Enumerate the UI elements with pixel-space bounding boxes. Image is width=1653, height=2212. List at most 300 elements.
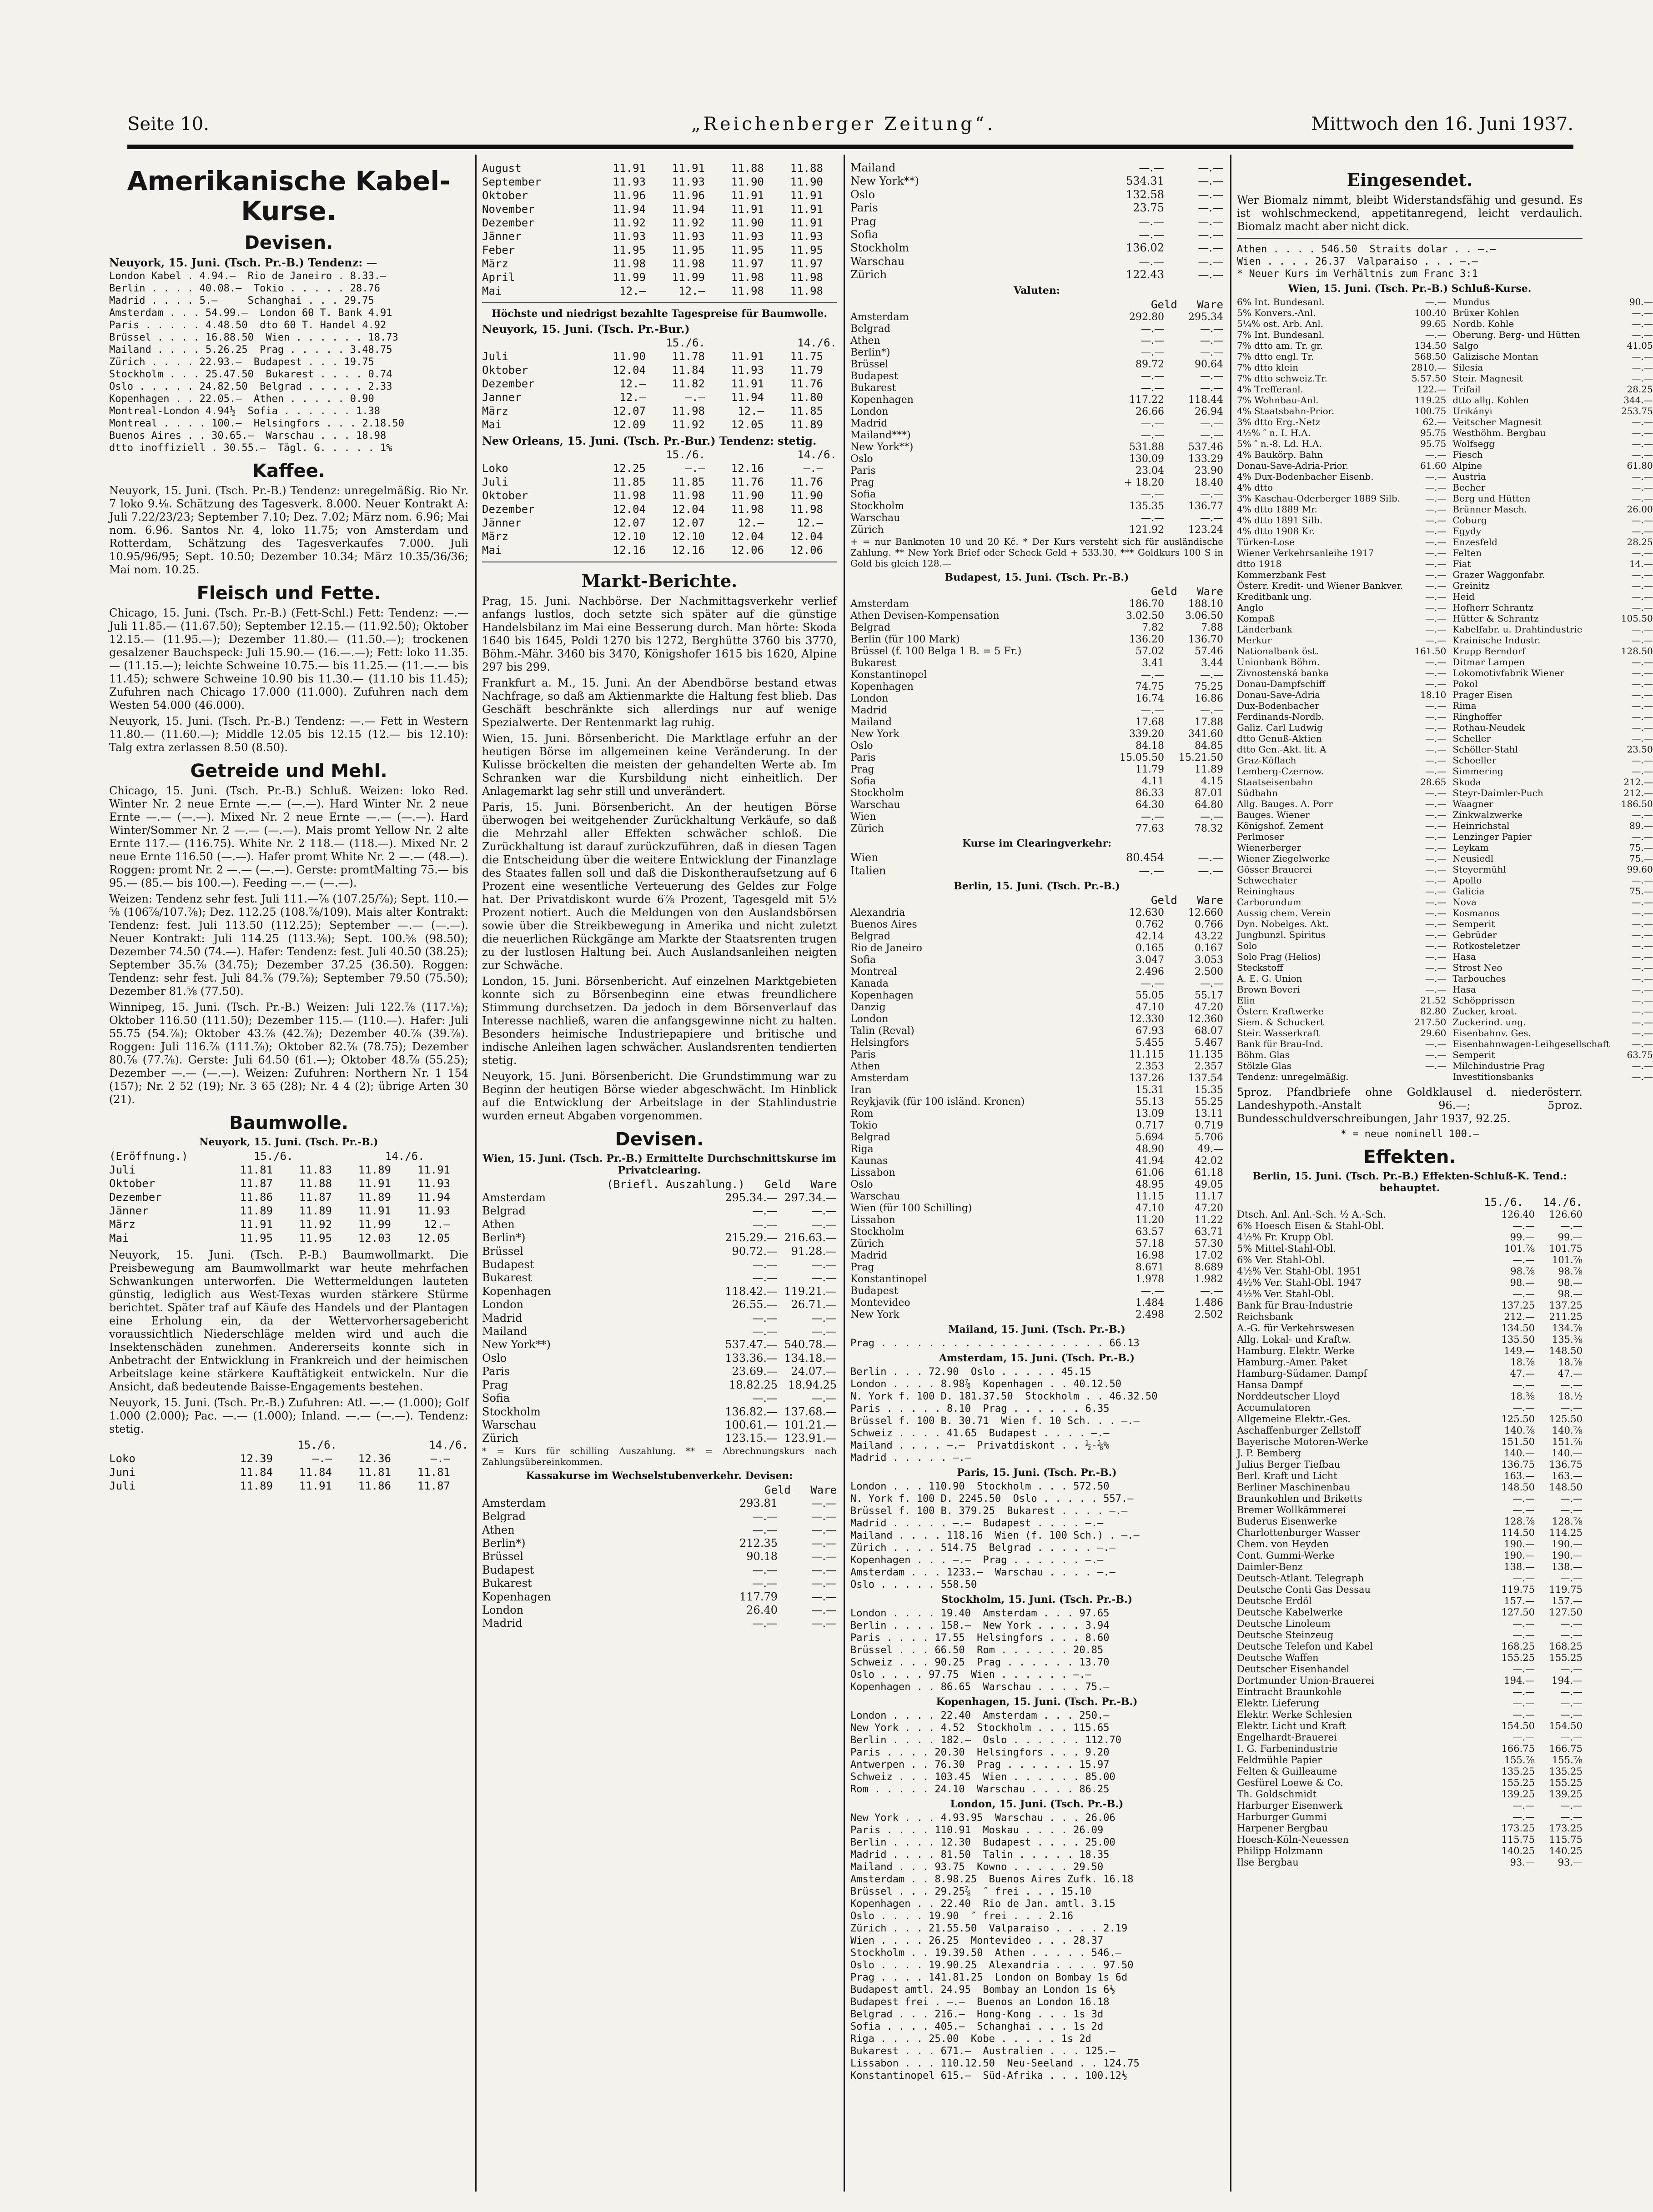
row-value: —.— bbox=[1425, 733, 1447, 744]
row-label: Greinitz bbox=[1452, 580, 1490, 591]
row-value: —.— bbox=[1632, 929, 1653, 940]
row-value: 7.82 bbox=[1142, 622, 1164, 633]
row-value: —.— bbox=[1139, 228, 1164, 241]
row-label: 3% dtto Erg.-Netz bbox=[1237, 416, 1321, 427]
row-value: 13.11 bbox=[1195, 1108, 1223, 1120]
text-row: Mailand . . . . —.— Privatdiskont . . ½-⅝% bbox=[850, 1440, 1110, 1452]
row-value: 63.75 bbox=[1627, 1049, 1653, 1060]
row-value: 11.99 bbox=[613, 271, 646, 284]
table-row bbox=[1237, 1323, 1583, 1334]
table-row bbox=[850, 1238, 1223, 1250]
table-row bbox=[1452, 493, 1653, 504]
table-row bbox=[1237, 613, 1446, 624]
row-label: Alpine bbox=[1452, 460, 1482, 471]
row-value: 140.25 bbox=[1549, 1846, 1583, 1856]
row-label: Kopenhagen bbox=[850, 681, 914, 692]
row-value: 154.50 bbox=[1549, 1720, 1583, 1731]
row-value: 12.07 bbox=[613, 405, 646, 417]
table-row bbox=[482, 475, 837, 489]
section-title-kabelkurse: Amerikanische Kabel-Kurse. bbox=[127, 166, 451, 226]
table-row bbox=[1452, 580, 1653, 591]
row-value: 166.75 bbox=[1501, 1743, 1535, 1754]
table-row bbox=[1237, 1584, 1583, 1595]
row-value: 138.— bbox=[1552, 1561, 1583, 1572]
row-label: Stockholm bbox=[482, 1405, 541, 1418]
row-value: 11.98 bbox=[672, 489, 705, 502]
row-value: 43.22 bbox=[1195, 931, 1223, 943]
row-value: 101.75 bbox=[1549, 1243, 1583, 1254]
row-label: Jänner bbox=[109, 1204, 149, 1217]
table-row bbox=[482, 243, 837, 257]
row-label: Paris bbox=[850, 201, 878, 215]
row-value: 11.95 bbox=[672, 244, 705, 256]
table-row bbox=[850, 228, 1223, 241]
row-label: 5% ″ n.-8. Ld. H.A. bbox=[1237, 438, 1322, 449]
wien-schluss-table bbox=[1237, 296, 1653, 1082]
text-row: Oslo . . . . . 558.50 bbox=[850, 1579, 977, 1591]
row-value: —.— bbox=[1425, 602, 1447, 613]
london-table bbox=[850, 1812, 1223, 2082]
column-divider bbox=[844, 155, 845, 2192]
row-value: 341.60 bbox=[1188, 728, 1223, 740]
baumwolle-table-2 bbox=[109, 1452, 468, 1493]
table-row bbox=[1452, 897, 1653, 908]
row-label: Sofia bbox=[850, 228, 879, 241]
row-label: Zürich bbox=[850, 823, 884, 834]
row-label: Wiener Ziegelwerke bbox=[1237, 853, 1330, 864]
row-value: 134.⅞ bbox=[1552, 1323, 1583, 1334]
table-row bbox=[850, 1262, 1223, 1274]
row-label: 4% Dux-Bodenbacher Eisenb. bbox=[1237, 471, 1374, 482]
row-value: 11.89 bbox=[790, 418, 823, 431]
table-row bbox=[1237, 537, 1446, 547]
row-label: Mai bbox=[482, 418, 502, 431]
table-row bbox=[1452, 787, 1653, 798]
row-label: März bbox=[482, 257, 508, 270]
row-value: 11.115 bbox=[1129, 1049, 1164, 1061]
table-row bbox=[850, 764, 1223, 776]
row-label: Brüssel (f. 100 Belga 1 B. = 5 Fr.) bbox=[850, 645, 1022, 657]
row-value: 4.15 bbox=[1201, 775, 1223, 787]
row-value: 126.40 bbox=[1501, 1209, 1535, 1220]
table-row bbox=[850, 646, 1223, 657]
row-value: 11.96 bbox=[672, 189, 705, 202]
table-row bbox=[109, 1465, 468, 1479]
row-value: 190.— bbox=[1504, 1539, 1535, 1550]
table-row bbox=[1237, 951, 1446, 962]
row-value: —.— bbox=[1198, 864, 1223, 878]
row-label: 7% dtto klein bbox=[1237, 362, 1298, 373]
row-label: Oslo bbox=[850, 453, 873, 465]
table-row bbox=[1237, 1527, 1583, 1539]
table-row bbox=[482, 1419, 837, 1432]
row-value: —.— bbox=[1632, 307, 1653, 318]
row-label: Nordb. Kohle bbox=[1452, 318, 1514, 329]
row-value: 12.04 bbox=[613, 364, 646, 376]
row-value: —.— bbox=[1632, 515, 1653, 526]
table-row bbox=[1237, 1732, 1583, 1743]
table-row bbox=[1237, 1561, 1583, 1573]
row-value: —.— bbox=[1200, 811, 1223, 823]
text-row: Wien . . . . 26.37 Valparaiso . . . —.— bbox=[1237, 256, 1478, 267]
table-row bbox=[850, 1002, 1223, 1013]
row-label: Brüssel bbox=[482, 1550, 524, 1563]
row-label: Oslo bbox=[850, 1179, 873, 1191]
row-label: September bbox=[482, 176, 542, 188]
row-value: 68.07 bbox=[1195, 1025, 1223, 1037]
row-label: Sofia bbox=[850, 775, 876, 787]
row-value: 18.⅜ bbox=[1510, 1391, 1535, 1402]
row-label: Fiat bbox=[1452, 558, 1471, 569]
table-row bbox=[850, 394, 1223, 406]
row-label: Staatseisenbahn bbox=[1237, 777, 1313, 787]
row-value: 137.25 bbox=[1549, 1300, 1583, 1311]
row-label: Warschau bbox=[850, 1191, 900, 1203]
text-row: Brüssel f. 100 B. 30.71 Wien f. 10 Sch. . . —.— bbox=[850, 1415, 1140, 1427]
row-value: 17.88 bbox=[1195, 716, 1223, 728]
row-value: —.— bbox=[1560, 1800, 1583, 1811]
table-row bbox=[1237, 755, 1446, 766]
row-value: —.— bbox=[1198, 188, 1223, 201]
clearing-table bbox=[850, 851, 1223, 878]
row-value: 57.02 bbox=[1135, 645, 1164, 657]
row-value: —.— bbox=[1632, 1071, 1653, 1082]
row-label: Mailand bbox=[850, 716, 892, 728]
row-label: Norddeutscher Lloyd bbox=[1237, 1391, 1340, 1402]
row-label: Lemberg-Czernow. bbox=[1237, 766, 1324, 777]
row-value: 11.98 bbox=[731, 503, 764, 516]
row-value: —.— bbox=[1141, 669, 1164, 681]
text-row: Oslo . . . . 19.90.25 Alexandria . . . . 97.50 bbox=[850, 1960, 1134, 1971]
row-value: —.— bbox=[1200, 346, 1223, 358]
table-row bbox=[1237, 1607, 1583, 1618]
table-row bbox=[1237, 984, 1446, 995]
table-row bbox=[1452, 777, 1653, 787]
table-row bbox=[850, 1179, 1223, 1191]
row-value: 128.⅞ bbox=[1552, 1516, 1583, 1527]
row-value: 253.75 bbox=[1621, 406, 1653, 416]
row-value: —.— bbox=[1632, 416, 1653, 427]
row-label: 4% dtto 1891 Silb. bbox=[1237, 515, 1323, 526]
row-value: —.— bbox=[1512, 1630, 1535, 1640]
row-value: 11.92 bbox=[672, 418, 705, 431]
mailand-row: Prag . . . . . . . . . . . . . . . . . . . 66.13 bbox=[850, 1338, 1140, 1349]
baumwolle-table bbox=[109, 1163, 468, 1245]
row-label: 5% Konvers.-Anl. bbox=[1237, 307, 1316, 318]
row-value: 11.91 bbox=[613, 162, 646, 175]
row-label: Talin (Reval) bbox=[850, 1025, 914, 1037]
table-row bbox=[1452, 613, 1653, 624]
table-row bbox=[1237, 1493, 1583, 1505]
table-row bbox=[1452, 307, 1653, 318]
table-row bbox=[850, 241, 1223, 255]
row-value: 57.18 bbox=[1135, 1238, 1164, 1250]
heading-markt-berichte: Markt-Berichte. bbox=[581, 571, 738, 591]
row-value: —.— bbox=[1141, 335, 1164, 346]
row-label: Deutsch-Atlant. Telegraph bbox=[1237, 1573, 1364, 1584]
row-label: Zürich bbox=[482, 1432, 519, 1445]
row-label: Amsterdam bbox=[850, 598, 909, 610]
row-value: 134.18.— bbox=[784, 1351, 837, 1364]
row-value: 61.06 bbox=[1135, 1167, 1164, 1179]
table-row bbox=[1452, 340, 1653, 351]
row-value: —.— bbox=[1512, 1493, 1535, 1504]
row-value: —.— bbox=[1141, 382, 1164, 394]
row-label: Ditmar Lampen bbox=[1452, 657, 1525, 667]
row-value: —.— bbox=[685, 391, 705, 404]
row-value: —.— bbox=[1632, 493, 1653, 504]
row-label: New York**) bbox=[850, 175, 919, 188]
row-value: 11.15 bbox=[1135, 1191, 1164, 1203]
row-label: Dux-Bodenbacher bbox=[1237, 700, 1320, 711]
row-value: 11.89 bbox=[358, 1191, 391, 1204]
row-value: 2.500 bbox=[1195, 966, 1223, 978]
text-row: Berlin . . . . 158.— New York . . . . 3.94 bbox=[850, 1620, 1110, 1632]
row-value: 136.77 bbox=[1188, 500, 1223, 512]
row-value: 11.98 bbox=[731, 271, 764, 284]
row-value: —.— bbox=[1200, 335, 1223, 346]
table-row bbox=[850, 311, 1223, 323]
row-label: Tarbouches bbox=[1452, 973, 1506, 984]
row-value: 190.— bbox=[1552, 1539, 1583, 1550]
row-value: 11.78 bbox=[672, 350, 705, 363]
text-row: Paris . . . . 17.55 Helsingfors . . . 8.60 bbox=[850, 1632, 1110, 1644]
row-label: Schoeller bbox=[1452, 755, 1497, 766]
row-label: Hamburg.-Amer. Paket bbox=[1237, 1357, 1347, 1368]
table-row bbox=[1237, 820, 1446, 831]
row-value: 89.72 bbox=[1135, 358, 1164, 370]
row-value: 11.86 bbox=[240, 1191, 273, 1204]
row-value: 11.90 bbox=[790, 489, 823, 502]
row-value: 216.63.— bbox=[784, 1231, 837, 1244]
row-value: 18.⅞ bbox=[1558, 1357, 1583, 1368]
row-value: —.— bbox=[1512, 1573, 1535, 1584]
row-label: Feldmühle Papier bbox=[1237, 1755, 1322, 1766]
row-value: 2.496 bbox=[1135, 966, 1164, 978]
row-value: 114.25 bbox=[1549, 1527, 1583, 1538]
row-value: 87.01 bbox=[1195, 787, 1223, 799]
row-value: 11.91 bbox=[731, 377, 764, 390]
row-label: Elektr. Lieferung bbox=[1237, 1698, 1319, 1709]
row-value: —.— bbox=[1425, 711, 1447, 722]
table-row bbox=[1452, 558, 1653, 569]
row-label: Montreal bbox=[850, 966, 897, 978]
row-value: —.— bbox=[811, 1536, 837, 1550]
table-row bbox=[1452, 886, 1653, 897]
row-value: 137.54 bbox=[1188, 1073, 1223, 1084]
row-label: Jungbunzl. Spiritus bbox=[1237, 929, 1326, 940]
row-label: Montevideo bbox=[850, 1297, 910, 1309]
table-row bbox=[1237, 624, 1446, 635]
table-row bbox=[1237, 1006, 1446, 1017]
table-row bbox=[1452, 918, 1653, 929]
text-row: London . . . . 22.40 Amsterdam . . . 250.— bbox=[850, 1710, 1110, 1722]
table-row bbox=[1452, 929, 1653, 940]
row-value: 11.91 bbox=[240, 1218, 273, 1231]
row-value: 137.26 bbox=[1129, 1073, 1164, 1084]
table-row bbox=[850, 1025, 1223, 1037]
row-value: 126.60 bbox=[1549, 1209, 1583, 1220]
row-label: Oktober bbox=[482, 364, 528, 376]
kassa-table-cont bbox=[850, 161, 1223, 282]
row-label: Berlin*) bbox=[850, 346, 890, 358]
table-row bbox=[1237, 1789, 1583, 1800]
row-value: —.— bbox=[1512, 1811, 1535, 1822]
row-label: Prag bbox=[850, 477, 874, 488]
row-value: 127.50 bbox=[1549, 1607, 1583, 1618]
row-value: 64.80 bbox=[1195, 799, 1223, 811]
text-row: London . . . . 19.40 Amsterdam . . . 97.65 bbox=[850, 1608, 1110, 1620]
row-value: 12.39 bbox=[240, 1452, 273, 1465]
table-row bbox=[482, 418, 837, 431]
row-value: —.— bbox=[1632, 689, 1653, 700]
row-value bbox=[1403, 1071, 1446, 1082]
row-value: —.— bbox=[1425, 482, 1447, 493]
table-row bbox=[850, 1037, 1223, 1049]
row-value: —.— bbox=[1632, 1028, 1653, 1038]
row-value: 0.717 bbox=[1135, 1120, 1164, 1132]
table-row bbox=[1237, 809, 1446, 820]
row-value: 23.04 bbox=[1135, 465, 1164, 477]
row-value: 77.63 bbox=[1135, 823, 1164, 834]
table-row bbox=[482, 350, 837, 363]
row-label: Allgemeine Elektr.-Ges. bbox=[1237, 1414, 1351, 1425]
table-row bbox=[850, 1073, 1223, 1084]
text-row: Mailand . . . 93.75 Kowno . . . . . 29.50 bbox=[850, 1861, 1104, 1873]
row-label: März bbox=[109, 1218, 136, 1231]
row-value: —.— bbox=[1425, 471, 1447, 482]
table-row bbox=[850, 931, 1223, 943]
text-row: Berlin . . . . 40.08.— Tokio . . . . . 28.76 bbox=[109, 283, 381, 294]
row-value: 0.719 bbox=[1195, 1120, 1223, 1132]
row-label: Prag bbox=[850, 763, 874, 775]
row-label: Hansa Dampf bbox=[1237, 1379, 1303, 1390]
row-label: 4% Baukörp. Bahn bbox=[1237, 449, 1323, 460]
row-value: —.— bbox=[811, 1577, 837, 1590]
row-label: Rom bbox=[850, 1108, 874, 1120]
table-row bbox=[1237, 918, 1446, 929]
row-value: —.— bbox=[1425, 886, 1447, 897]
row-label: Trifail bbox=[1452, 384, 1481, 395]
row-value: 15.21.50 bbox=[1179, 752, 1223, 763]
row-label: Allg. Bauges. A. Porr bbox=[1237, 798, 1333, 809]
row-value: 101.21.— bbox=[784, 1418, 837, 1431]
row-label: Madrid bbox=[482, 1617, 523, 1630]
baumwolle-subheader: (Eröffnung.) 15./6. 14./6. bbox=[109, 1150, 425, 1163]
row-label: Heinrichstal bbox=[1452, 820, 1510, 831]
table-row bbox=[850, 752, 1223, 764]
row-value: —.— bbox=[1141, 488, 1164, 500]
row-value: 95.75 bbox=[1420, 427, 1447, 438]
row-value: 0.165 bbox=[1135, 943, 1164, 954]
row-value: —.— bbox=[1425, 657, 1447, 667]
table-row bbox=[1237, 1777, 1583, 1789]
stockholm-header: Stockholm, 15. Juni. (Tsch. Pr.-B.) bbox=[941, 1594, 1133, 1606]
table-row bbox=[482, 230, 837, 243]
table-row bbox=[482, 1285, 837, 1298]
row-label: Paris bbox=[850, 752, 876, 763]
row-label: Berl. Kraft und Licht bbox=[1237, 1470, 1337, 1481]
table-row bbox=[1452, 504, 1653, 515]
row-value: 13.09 bbox=[1135, 1108, 1164, 1120]
row-label: Oslo bbox=[482, 1351, 507, 1364]
row-label: 4% dtto bbox=[1237, 482, 1273, 493]
baumwolle-text: Neuyork, 15. Juni. (Tsch. P.-B.) Baumwollmarkt. Die Preisbewegung am Baumwollmarkt war heute mehrfachen Schwankungen unterworfen. Die Wettermeldungen lauteten günstig, lediglich aus West-Texas wurden stärkere Stürme berichtet. Später traf auf Käufe des Handels und der Plantagen eine Erholung ein, da der Wettervorhersagebericht voraussichtlich Niederschläge melden wird und auch die Insektenschäden zunehmen. Andererseits konnte sich in Anbetracht der Entwicklung in Frankreich und der heimischen Arbeitslage keine stärkere Kauftätigkeit entwickeln. Nur die Ansicht, daß bedeutende Baisse-Engagements bestehen. bbox=[109, 1249, 468, 1393]
table-row bbox=[482, 1432, 837, 1445]
row-value: 534.31 bbox=[1126, 175, 1164, 188]
row-value: 3.41 bbox=[1142, 657, 1164, 669]
table-row bbox=[1237, 395, 1446, 406]
row-label: Grazer Waggonfabr. bbox=[1452, 569, 1545, 580]
table-row bbox=[850, 1250, 1223, 1262]
row-value: 12.09 bbox=[613, 418, 646, 431]
row-value: 57.46 bbox=[1195, 645, 1223, 657]
table-row bbox=[1237, 1516, 1583, 1527]
row-value: 11.80 bbox=[790, 391, 823, 404]
table-row bbox=[850, 978, 1223, 990]
table-row bbox=[1237, 1379, 1583, 1391]
row-value: 84.85 bbox=[1195, 740, 1223, 752]
row-label: A. E. G. Union bbox=[1237, 973, 1302, 984]
row-value: —.— bbox=[1200, 1285, 1223, 1297]
table-row bbox=[1452, 646, 1653, 657]
row-label: Dyn. Nobelges. Akt. bbox=[1237, 918, 1329, 929]
table-row bbox=[850, 622, 1223, 634]
row-value: 11.91 bbox=[790, 216, 823, 229]
row-value: 11.91 bbox=[672, 162, 705, 175]
row-value: —.— bbox=[1560, 1493, 1583, 1504]
table-row bbox=[1237, 471, 1446, 482]
table-row bbox=[850, 188, 1223, 201]
table-row bbox=[1237, 1811, 1583, 1823]
row-value: —.— bbox=[1139, 161, 1164, 174]
table-row bbox=[482, 1312, 837, 1325]
row-value: —.— bbox=[811, 1510, 837, 1523]
row-value: —.— bbox=[1560, 1573, 1583, 1584]
table-row bbox=[1452, 820, 1653, 831]
table-row bbox=[850, 406, 1223, 418]
row-label: Leykam bbox=[1452, 842, 1489, 853]
wien-table bbox=[482, 1191, 837, 1445]
row-value: 47.— bbox=[1510, 1368, 1535, 1379]
bonds-right bbox=[1452, 296, 1653, 1082]
row-value: 11.93 bbox=[790, 230, 823, 243]
row-value: —.— bbox=[752, 1577, 778, 1590]
row-value: 119.75 bbox=[1549, 1584, 1583, 1595]
row-value: 12.— bbox=[619, 377, 646, 390]
row-label: Strost Neo bbox=[1452, 962, 1502, 973]
text-row: Stockholm . . . 25.47.50 Bukarest . . . . 0.74 bbox=[109, 369, 392, 380]
column-divider bbox=[1230, 155, 1231, 2192]
row-value: —.— bbox=[752, 1523, 778, 1536]
row-value: 16.74 bbox=[1135, 692, 1164, 704]
text-row: * Neuer Kurs im Verhältnis zum Franc 3:1 bbox=[1237, 268, 1478, 280]
table-row bbox=[850, 1132, 1223, 1144]
row-label: Wien (für 100 Schilling) bbox=[850, 1203, 972, 1214]
row-value: 55.17 bbox=[1195, 990, 1223, 1002]
row-value: 148.50 bbox=[1549, 1482, 1583, 1493]
row-value: —.— bbox=[1560, 1505, 1583, 1515]
row-label: Harburger Gummi bbox=[1237, 1811, 1327, 1822]
row-label: 5% Mittel-Stahl-Obl. bbox=[1237, 1243, 1336, 1254]
row-value: 121.92 bbox=[1129, 524, 1164, 536]
row-value: 11.90 bbox=[731, 489, 764, 502]
row-label: Stockholm bbox=[850, 787, 904, 799]
budapest-subheader: Geld Ware bbox=[1151, 585, 1223, 598]
row-label: Nova bbox=[1452, 897, 1477, 908]
table-row bbox=[1237, 569, 1446, 580]
row-label: London bbox=[850, 1013, 889, 1025]
